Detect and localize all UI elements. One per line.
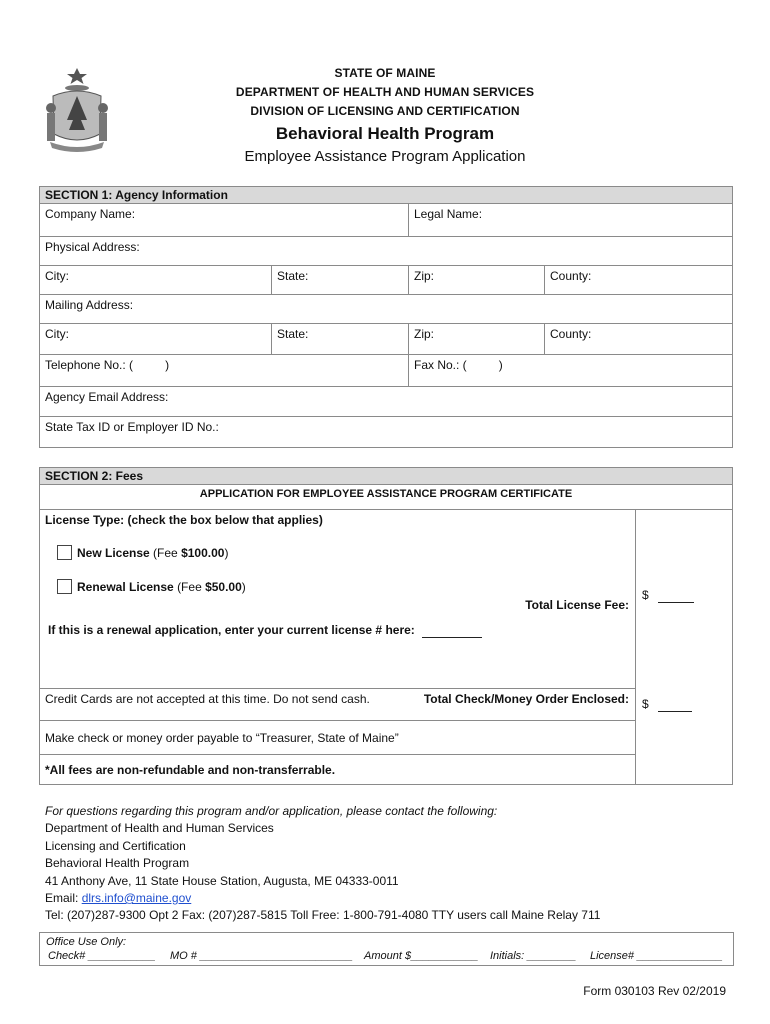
renewal-fee-suffix: ): [241, 580, 246, 594]
new-license-option[interactable]: [57, 545, 228, 560]
office-check-field[interactable]: Check# ___________: [48, 950, 156, 962]
mailing-address-field[interactable]: Mailing Address:: [40, 295, 733, 324]
section2-table: [39, 467, 733, 785]
new-fee-suffix: ): [224, 546, 229, 560]
license-fee-amount[interactable]: [642, 588, 694, 603]
telephone-label: Telephone No.: (: [45, 358, 134, 372]
renewal-fee-amount: $50.00: [205, 580, 242, 594]
contact-block: [45, 803, 600, 925]
mailing-county-field[interactable]: County:: [545, 324, 733, 355]
credit-card-notice: Credit Cards are not accepted at this time. Do not send cash.: [45, 692, 370, 706]
renewal-license-label: Renewal License: [77, 580, 174, 594]
telephone-field[interactable]: [40, 355, 409, 387]
contact-phones: Tel: (207)287-9300 Opt 2 Fax: (207)287-5815 Toll Free: 1-800-791-4080 TTY users call Maine Relay 711: [45, 908, 601, 923]
renewal-license-option[interactable]: [57, 579, 246, 594]
section1-heading: SECTION 1: Agency Information: [40, 187, 733, 204]
contact-email-link[interactable]: dlrs.info@maine.gov: [81, 891, 192, 906]
city-field[interactable]: City:: [40, 266, 272, 295]
section1-table: [39, 186, 733, 448]
mailing-zip-field[interactable]: Zip:: [409, 324, 545, 355]
renewal-number-input[interactable]: [422, 623, 482, 638]
new-fee-prefix: (Fee: [153, 546, 182, 560]
license-fee-dollar: $: [642, 588, 649, 602]
new-license-label: New License: [77, 546, 150, 560]
non-refundable-note: *All fees are non-refundable and non-transferrable.: [40, 755, 636, 785]
contact-licensing: Licensing and Certification: [45, 838, 186, 853]
contact-address: 41 Anthony Ave, 11 State House Station, Augusta, ME 04333-0011: [45, 873, 399, 888]
renewal-license-checkbox[interactable]: [57, 579, 72, 594]
license-fee-line[interactable]: [658, 588, 694, 603]
header-department: DEPARTMENT OF HEALTH AND HUMAN SERVICES: [235, 85, 535, 99]
section2-heading: SECTION 2: Fees: [40, 468, 733, 485]
section2-subheading: APPLICATION FOR EMPLOYEE ASSISTANCE PROGRAM CERTIFICATE: [40, 485, 733, 510]
company-name-field[interactable]: Company Name:: [40, 204, 409, 237]
office-initials-field[interactable]: Initials: ________: [490, 950, 577, 962]
zip-field[interactable]: Zip:: [409, 266, 545, 295]
total-license-fee-label: Total License Fee:: [525, 598, 629, 612]
legal-name-field[interactable]: Legal Name:: [409, 204, 733, 237]
renewal-number-label: If this is a renewal application, enter your current license # here:: [48, 623, 415, 637]
enclosed-dollar: $: [642, 697, 649, 711]
telephone-paren: ): [165, 358, 170, 372]
enclosed-amount[interactable]: [642, 697, 692, 712]
office-mo-field[interactable]: MO # _________________________: [170, 950, 353, 962]
state-seal-logo: [40, 66, 114, 152]
tax-id-field[interactable]: State Tax ID or Employer ID No.:: [40, 417, 733, 448]
fax-label: Fax No.: (: [414, 358, 467, 372]
fax-field[interactable]: [409, 355, 733, 387]
page-title: Behavioral Health Program: [275, 124, 495, 143]
office-use-label: Office Use Only:: [46, 936, 127, 948]
fee-amount-column: [636, 510, 733, 785]
state-field[interactable]: State:: [272, 266, 409, 295]
enclosed-line[interactable]: [658, 697, 692, 712]
mailing-city-field[interactable]: City:: [40, 324, 272, 355]
page-subtitle: Employee Assistance Program Application: [244, 148, 526, 165]
contact-email-row: [45, 890, 600, 907]
contact-department: Department of Health and Human Services: [45, 821, 274, 836]
header-state: STATE OF MAINE: [334, 66, 436, 80]
license-type-label: License Type: (check the box below that applies): [45, 513, 323, 527]
total-enclosed-label: Total Check/Money Order Enclosed:: [423, 692, 629, 706]
new-license-checkbox[interactable]: [57, 545, 72, 560]
form-number: Form 030103 Rev 02/2019: [583, 984, 726, 998]
county-field[interactable]: County:: [545, 266, 733, 295]
payment-row: [40, 689, 636, 721]
contact-email-label: Email:: [45, 891, 82, 906]
office-license-field[interactable]: License# ______________: [590, 950, 723, 962]
email-field[interactable]: Agency Email Address:: [40, 387, 733, 417]
license-type-cell: [40, 510, 636, 689]
contact-intro: For questions regarding this program and/or application, please contact the following:: [45, 804, 498, 818]
payable-to-note: Make check or money order payable to “Treasurer, State of Maine”: [40, 721, 636, 755]
contact-program: Behavioral Health Program: [45, 856, 190, 871]
new-fee-amount: $100.00: [181, 546, 225, 560]
renewal-fee-prefix: (Fee: [177, 580, 206, 594]
header-division: DIVISION OF LICENSING AND CERTIFICATION: [250, 104, 520, 118]
office-use-box: [39, 932, 734, 966]
mailing-state-field[interactable]: State:: [272, 324, 409, 355]
physical-address-field[interactable]: Physical Address:: [40, 237, 733, 266]
office-amount-field[interactable]: Amount $___________: [364, 950, 479, 962]
renewal-number-row: [48, 623, 482, 638]
fax-paren: ): [498, 358, 503, 372]
